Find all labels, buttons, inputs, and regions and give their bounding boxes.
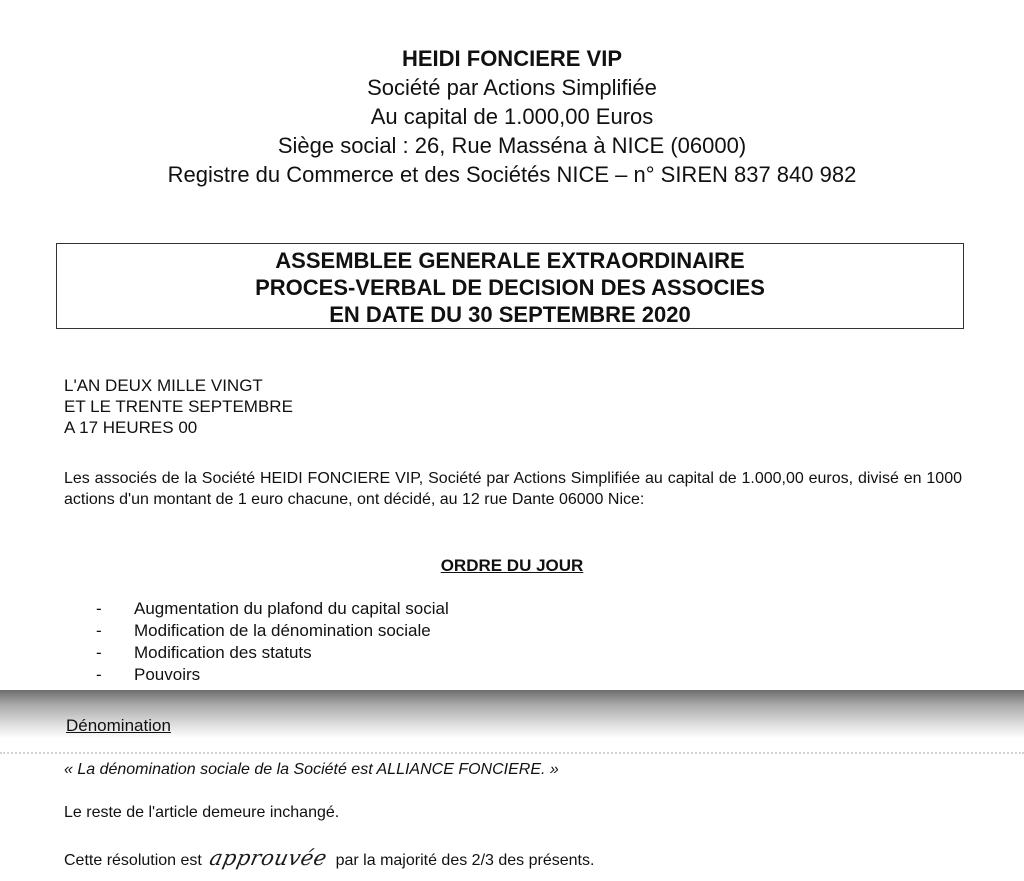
bullet-dash: - bbox=[96, 621, 102, 640]
agenda-item bbox=[96, 598, 449, 620]
agenda-title: ORDRE DU JOUR bbox=[440, 556, 584, 575]
date-line3: A 17 HEURES 00 bbox=[64, 418, 198, 437]
agenda-item-label: Modification des statuts bbox=[134, 643, 312, 662]
agenda-item-label: Augmentation du plafond du capital social bbox=[134, 599, 449, 618]
meeting-title-line1: ASSEMBLEE GENERALE EXTRAORDINAIRE bbox=[275, 248, 745, 273]
agenda-item bbox=[96, 642, 449, 664]
meeting-date-block bbox=[64, 375, 293, 438]
bullet-dash: - bbox=[96, 643, 102, 662]
bullet-dash: - bbox=[96, 665, 102, 684]
company-header bbox=[0, 44, 1024, 189]
handwritten-approval: approuvée bbox=[207, 846, 330, 870]
agenda-item-label: Pouvoirs bbox=[134, 665, 201, 684]
legal-form: Société par Actions Simplifiée bbox=[367, 75, 657, 100]
date-line2: ET LE TRENTE SEPTEMBRE bbox=[64, 397, 293, 416]
resolution-prefix: Cette résolution est bbox=[64, 852, 202, 869]
meeting-title-line2: PROCES-VERBAL DE DECISION DES ASSOCIES bbox=[255, 275, 765, 300]
agenda-item bbox=[96, 664, 449, 686]
article-unchanged-note: Le reste de l'article demeure inchangé. bbox=[64, 804, 340, 821]
resolution-suffix: par la majorité des 2/3 des présents. bbox=[335, 852, 595, 869]
intro-paragraph: Les associés de la Société HEIDI FONCIERE VIP, Société par Actions Simplifiée au capital de 1.000,00 euros, divisé en 1000 actions d'un montant de 1 euro chacune, ont décidé, au 12 rue Dante 06000 Nice: bbox=[64, 470, 962, 508]
registry-number: Registre du Commerce et des Sociétés NICE – n° SIREN 837 840 982 bbox=[167, 162, 857, 187]
meeting-title-box bbox=[56, 243, 964, 329]
scan-dotted-line-bottom bbox=[0, 752, 1024, 754]
agenda-item bbox=[96, 620, 449, 642]
denomination-quote: « La dénomination sociale de la Société est ALLIANCE FONCIERE. » bbox=[64, 761, 559, 778]
meeting-title-line3: EN DATE DU 30 SEPTEMBRE 2020 bbox=[329, 302, 691, 327]
bullet-dash: - bbox=[96, 599, 102, 618]
agenda-list bbox=[96, 598, 449, 686]
company-name: HEIDI FONCIERE VIP bbox=[401, 46, 623, 71]
agenda-item-label: Modification de la dénomination sociale bbox=[134, 621, 431, 640]
date-line1: L'AN DEUX MILLE VINGT bbox=[64, 376, 263, 395]
denomination-title: Dénomination bbox=[66, 716, 171, 735]
resolution-line bbox=[64, 846, 594, 870]
share-capital: Au capital de 1.000,00 Euros bbox=[370, 104, 654, 129]
registered-office: Siège social : 26, Rue Masséna à NICE (06000) bbox=[277, 133, 747, 158]
